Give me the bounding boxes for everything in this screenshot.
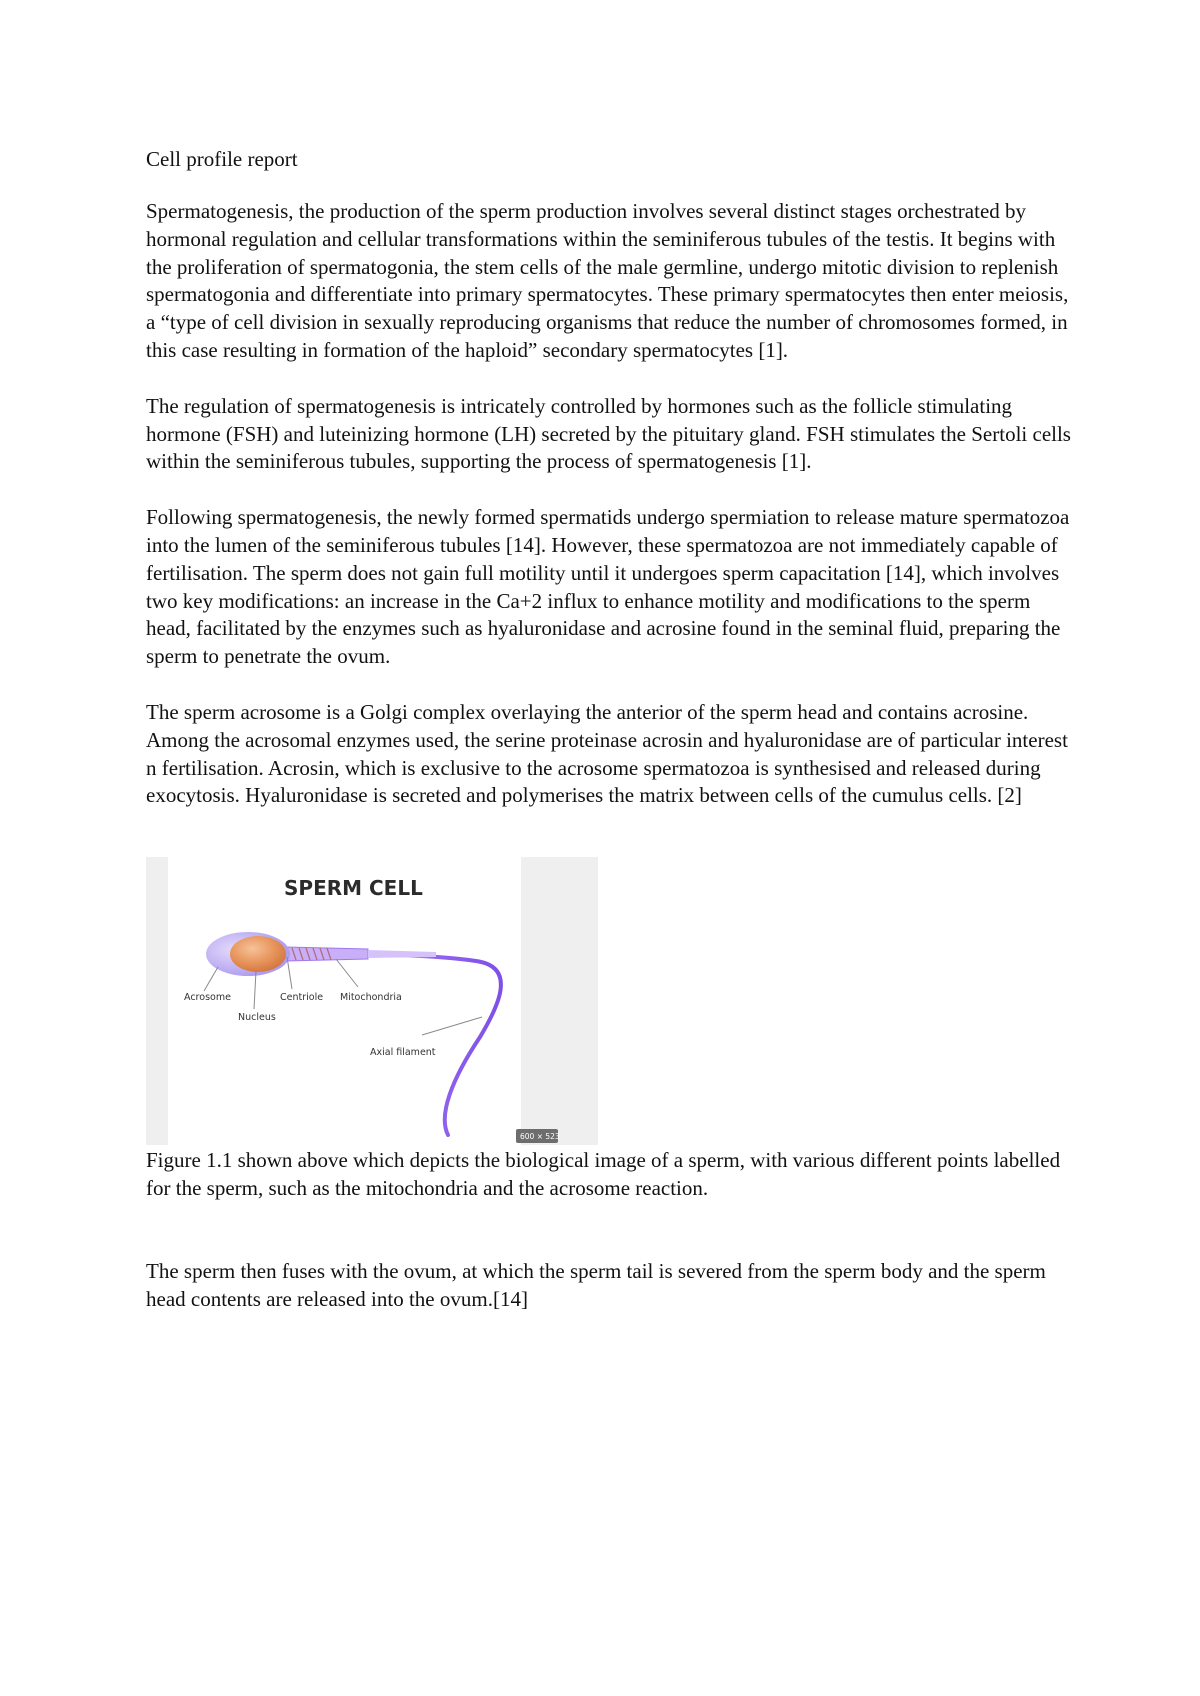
side-panel-left [146,857,168,1145]
label-nucleus: Nucleus [238,1012,276,1024]
paragraph-regulation: The regulation of spermatogenesis is intricately controlled by hormones such as the follicle stimulating hormone (FSH) and luteinizing hormone (LH) secreted by the pituitary gland. FSH stimulates the Sertoli cells within the seminiferous tubules, supporting the process of spermatogenesis [1]. [146,393,1071,474]
label-mitochondria: Mitochondria [340,992,402,1004]
paragraph-acrosome: The sperm acrosome is a Golgi complex overlaying the anterior of the sperm head and contains acrosine. Among the acrosomal enzymes used, the serine proteinase acrosin and hyaluronidase are of particular interest n fertilisation. Acrosin, which is exclusive to the acrosome spermatozoa is synthesised and released during exocytosis. Hyaluronidase is secreted and polymerises the matrix between cells of the cumulus cells. [2] [146,699,1068,808]
paragraph-spermiation: Following spermatogenesis, the newly formed spermatids undergo spermiation to release mature spermatozoa into the lumen of the seminiferous tubules [14]. However, these spermatozoa are not immediately capable of fertilisation. The sperm does not gain full motility until it undergoes sperm capacitation [14], which involves two key modifications: an increase in the Ca+2 influx to enhance motility and modifications to the sperm head, facilitated by the enzymes such as hyaluronidase and acrosine found in the seminal fluid, preparing the sperm to penetrate the ovum. [146,505,1070,669]
paragraph-fusion: The sperm then fuses with the ovum, at which the sperm tail is severed from the sperm body and the sperm head contents are released into the ovum.[14] [146,1258,1046,1311]
figure-heading: SPERM CELL [284,876,423,901]
document-title: Cell profile report [146,147,298,171]
tail-flagellum [296,953,501,1135]
principal-piece [368,950,436,958]
sperm-cell-figure [146,857,598,1145]
label-acrosome: Acrosome [184,992,231,1004]
label-centriole: Centriole [280,992,324,1004]
side-panel-right [521,857,598,1145]
sperm-cell-diagram [146,857,598,1145]
document-page [146,145,1076,1341]
figure-caption: Figure 1.1 shown above which depicts the biological image of a sperm, with various different points labelled for the sperm, such as the mitochondria and the acrosome reaction. [146,1148,1061,1200]
nucleus-body [230,936,286,972]
label-axial-filament: Axial filament [370,1047,436,1059]
paragraph-spermatogenesis: Spermatogenesis, the production of the sperm production involves several distinct stages orchestrated by hormonal regulation and cellular transformations within the seminiferous tubules of the testis. It begins with the proliferation of spermatogonia, the stem cells of the male germline, undergo mitotic division to replenish spermatogonia and differentiate into primary spermatocytes. These primary spermatocytes then enter meiosis, a “type of cell division in sexually reproducing organisms that reduce the number of chromosomes formed, in this case resulting in formation of the haploid” secondary spermatocytes [1]. [146,199,1069,362]
image-size-badge-text: 600 × 523 [520,1132,560,1142]
